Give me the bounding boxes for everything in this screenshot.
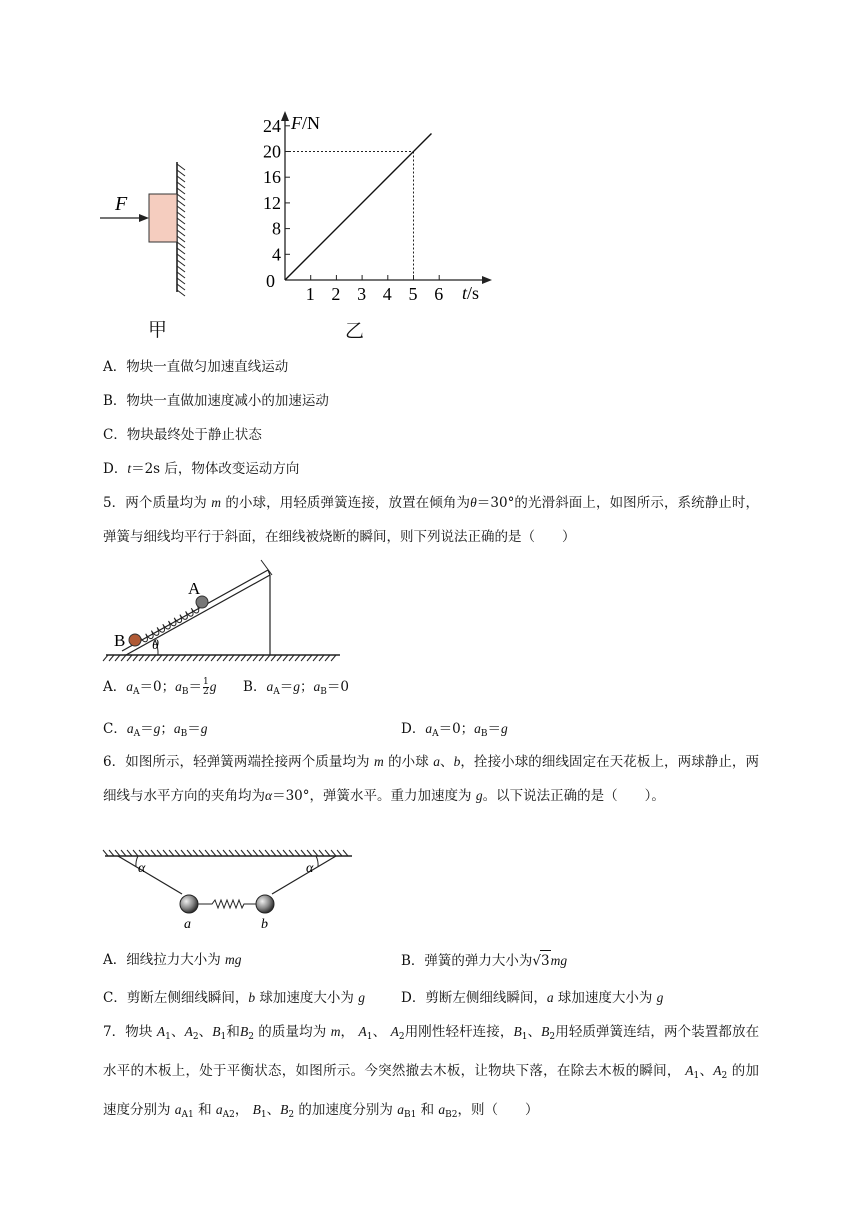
q5-stem: 5．两个质量均为 m 的小球，用轻质弹簧连接，放置在倾角为θ＝30°的光滑斜面上，如图所示，系统静止时，弹簧与细线均平行于斜面，在细线被烧断的瞬间，则下列说法正确的是（ ） — [103, 495, 759, 545]
q6-option-b: B．弹簧的弹力大小为√3mg — [401, 950, 567, 971]
q5-option-c: C．$a_A=g$；$a_B=g$ — [103, 721, 208, 739]
origin-label: 0 — [266, 271, 275, 291]
q4-option-b: B．物块一直做加速度减小的加速运动 — [103, 393, 329, 409]
force-label: F — [115, 193, 128, 215]
figure-spring-balls — [100, 848, 360, 933]
x-axis-label: t/s — [462, 283, 480, 303]
series-line — [285, 134, 431, 280]
q5-options-ab: A．$a_A=0$；$a_B=$ $\frac{1}{2}$ g B．$a_A=g$；$a_B=0$ — [103, 677, 349, 697]
y-axis-label: F/N — [291, 113, 320, 133]
q6-option-c: C．剪断左侧细线瞬间，b 球加速度大小为 g — [103, 990, 365, 1006]
figure-incline — [100, 552, 345, 662]
alpha-right-label: α — [306, 861, 314, 876]
caption-yi: 乙 — [345, 320, 365, 342]
q7-stem: 7．物块 $A_1$、$A_2$、$B_1$和$B_2$ 的质量均为 m， $A_1$、 $A_2$用刚性轻杆连接，$B_1$、$B_2$用轻质弹簧连结，两个装置都放在水平的木板上，处于平衡状态，如图所示。今突然撤去木板，让物块下落，在除去木板的瞬间， $A_1$、$A_2$ 的加速度分别为 $a_{A1}$ 和 $a_{A2}$， $B_1$、$B_2$ 的加速度分别为 $a_{B1}$ 和 $a_{B2}$，则（ ） — [103, 1024, 760, 1120]
q4-option-c: C．物块最终处于静止状态 — [103, 427, 262, 443]
y-tick-label: 8 — [272, 218, 281, 239]
ball-b-label: B — [114, 631, 126, 650]
figure-jia — [95, 150, 205, 300]
y-tick-label: 4 — [272, 244, 281, 265]
y-tick-label: 12 — [263, 192, 281, 213]
x-tick-label: 5 — [408, 284, 418, 304]
theta-label: θ — [152, 638, 159, 653]
q6-option-d: D．剪断左侧细线瞬间，a 球加速度大小为 g — [401, 990, 664, 1006]
ball-b-label: b — [261, 917, 268, 932]
q4-option-d: D．t＝2s 后，物体改变运动方向 — [103, 461, 300, 477]
ball-a-label: A — [188, 579, 201, 598]
x-tick-label: 6 — [434, 284, 444, 304]
q4-option-a: A．物块一直做匀加速直线运动 — [103, 359, 289, 375]
x-tick-label: 2 — [331, 284, 341, 304]
y-tick-label: 20 — [263, 141, 281, 162]
q5-option-d: D．$a_A=0$；$a_B=g$ — [401, 721, 508, 739]
alpha-left-label: α — [138, 861, 146, 876]
x-tick-label: 1 — [305, 284, 315, 304]
x-tick-label: 3 — [357, 284, 367, 304]
y-tick-label: 16 — [263, 167, 281, 188]
caption-jia: 甲 — [148, 319, 168, 341]
figure-yi-chart — [250, 105, 510, 305]
q6-option-a: A．细线拉力大小为 mg — [103, 952, 242, 968]
q6-stem: 6．如图所示，轻弹簧两端拴接两个质量均为 m 的小球 a、b，拴接小球的细线固定在天花板上，两球静止，两细线与水平方向的夹角均为α＝30°，弹簧水平。重力加速度为 g。以下说法正确的是（ ）。 — [103, 754, 760, 804]
x-tick-label: 4 — [382, 284, 392, 304]
ball-a-label: a — [184, 917, 191, 932]
y-tick-label: 24 — [263, 115, 281, 136]
